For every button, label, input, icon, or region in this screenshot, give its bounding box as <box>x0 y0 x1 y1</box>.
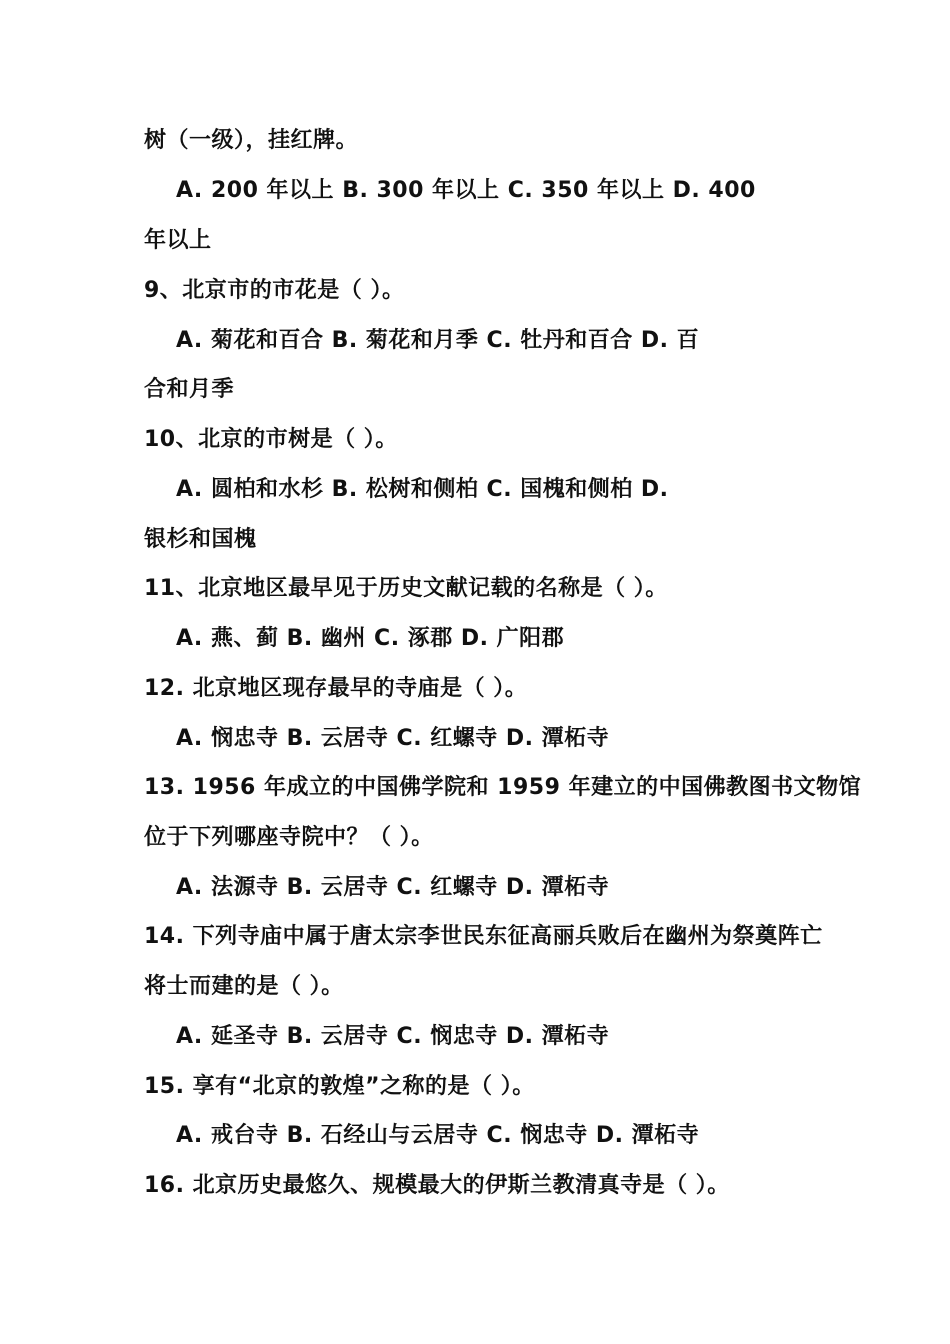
text-line: 树（一级），挂红牌。 <box>144 128 359 153</box>
question-13: 13. 1956 年成立的中国佛学院和 1959 年建立的中国佛教图书文物馆 <box>144 775 862 800</box>
text-line: 合和月季 <box>144 377 235 402</box>
text-line: 年以上 <box>144 228 212 253</box>
answer-options: A. 戒台寺 B. 石经山与云居寺 C. 悯忠寺 D. 潭柘寺 <box>176 1123 700 1148</box>
question-16: 16. 北京历史最悠久、规模最大的伊斯兰教清真寺是（ ）。 <box>144 1173 730 1198</box>
answer-options: A. 延圣寺 B. 云居寺 C. 悯忠寺 D. 潭柘寺 <box>176 1024 610 1049</box>
text-line: 将士而建的是（ ）。 <box>144 974 344 999</box>
answer-options: A. 圆柏和水杉 B. 松树和侧柏 C. 国槐和侧柏 D. <box>176 477 669 502</box>
answer-options: A. 燕、蓟 B. 幽州 C. 涿郡 D. 广阳郡 <box>176 626 565 651</box>
text-line: 银杉和国槐 <box>144 527 257 552</box>
question-10: 10、北京的市树是（ ）。 <box>144 427 398 452</box>
answer-options: A. 200 年以上 B. 300 年以上 C. 350 年以上 D. 400 <box>176 178 756 203</box>
answer-options: A. 悯忠寺 B. 云居寺 C. 红螺寺 D. 潭柘寺 <box>176 726 610 751</box>
question-14: 14. 下列寺庙中属于唐太宗李世民东征高丽兵败后在幽州为祭奠阵亡 <box>144 924 823 949</box>
text-line: 位于下列哪座寺院中？（ ）。 <box>144 825 434 850</box>
answer-options: A. 法源寺 B. 云居寺 C. 红螺寺 D. 潭柘寺 <box>176 875 610 900</box>
question-15: 15. 享有“北京的敦煌”之称的是（ ）。 <box>144 1074 535 1099</box>
answer-options: A. 菊花和百合 B. 菊花和月季 C. 牡丹和百合 D. 百 <box>176 328 700 353</box>
question-9: 9、北京市的市花是（ ）。 <box>144 278 405 303</box>
question-12: 12. 北京地区现存最早的寺庙是（ ）。 <box>144 676 528 701</box>
question-11: 11、北京地区最早见于历史文献记载的名称是（ ）。 <box>144 576 668 601</box>
